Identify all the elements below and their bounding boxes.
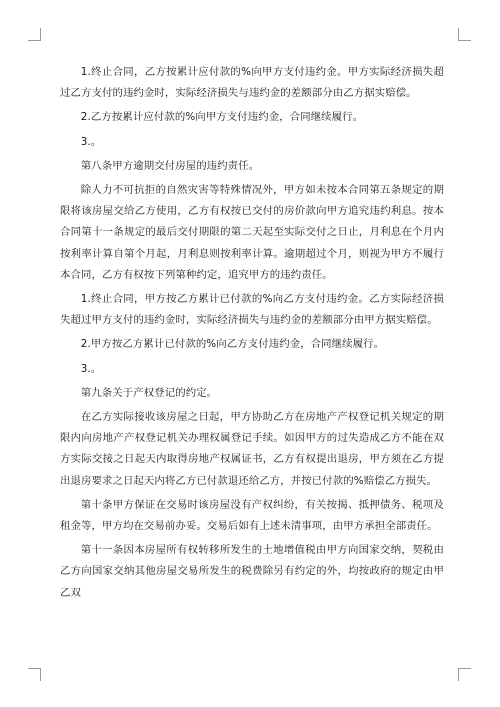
paragraph-8: 3.。 xyxy=(80,362,102,375)
paragraph-12: 第十一条因本房屋所有权转移所发生的土地增值税由甲方向国家交纳，契税由乙方向国家交纳其他房屋交易所发生的税费除另有约定的外，均按政府的规定由甲乙双 xyxy=(60,544,444,599)
paragraph-7: 2.甲方按乙方累计已付款的%向乙方支付违约金，合同继续履行。 xyxy=(80,338,385,351)
crop-mark-top-right xyxy=(458,28,471,41)
paragraph-5: 除人力不可抗拒的自然灾害等特殊情况外，甲方如未按本合同第五条规定的期限将该房屋交给乙方使用，乙方有权按已交付的房价款向甲方追究违约利息。按本合同第十一条规定的最后交付期限的第二天起至实际交付之日止，月利息在个月内按利率计算自第个月起，月利息则按利率计算。逾期超过个月，则视为甲方不履行本合同，乙方有权按下列第种约定，追究甲方的违约责任。 xyxy=(60,184,444,281)
crop-mark-bottom-left xyxy=(28,668,41,681)
paragraph-4: 第八条甲方逾期交付房屋的违约责任。 xyxy=(80,159,260,172)
paragraph-1: 1.终止合同，乙方按累计应付款的%向甲方支付违约金。甲方实际经济损失超过乙方支付的违约金时，实际经济损失与违约金的差额部分由乙方据实赔偿。 xyxy=(60,66,444,100)
paragraph-2: 2.乙方按累计应付款的%向甲方支付违约金，合同继续履行。 xyxy=(80,111,364,124)
crop-mark-bottom-right xyxy=(458,668,471,681)
paragraph-11: 第十条甲方保证在交易时该房屋没有产权纠纷，有关按揭、抵押债务、税项及租金等，甲方均在交易前办妥。交易后如有上述未清事项，由甲方承担全部责任。 xyxy=(60,498,444,533)
paragraph-10: 在乙方实际接收该房屋之日起，甲方协助乙方在房地产产权登记机关规定的期限内向房地产产权登记机关办理权属登记手续。如因甲方的过失造成乙方不能在双方实际交接之日起天内取得房地产权属证书，乙方有权提出退房，甲方须在乙方提出退房要求之日起天内将乙方已付款退还给乙方，并按已付款的%赔偿乙方损失。 xyxy=(60,411,444,487)
document-body xyxy=(60,62,444,604)
crop-mark-top-left xyxy=(28,28,41,41)
paragraph-3: 3.。 xyxy=(80,135,102,148)
paragraph-6: 1.终止合同，甲方按乙方累计已付款的%向乙方支付违约金。乙方实际经济损失超过甲方支付的违约金时，实际经济损失与违约金的差额部分由甲方据实赔偿。 xyxy=(60,293,444,327)
paragraph-9: 第九条关于产权登记的约定。 xyxy=(80,386,218,399)
